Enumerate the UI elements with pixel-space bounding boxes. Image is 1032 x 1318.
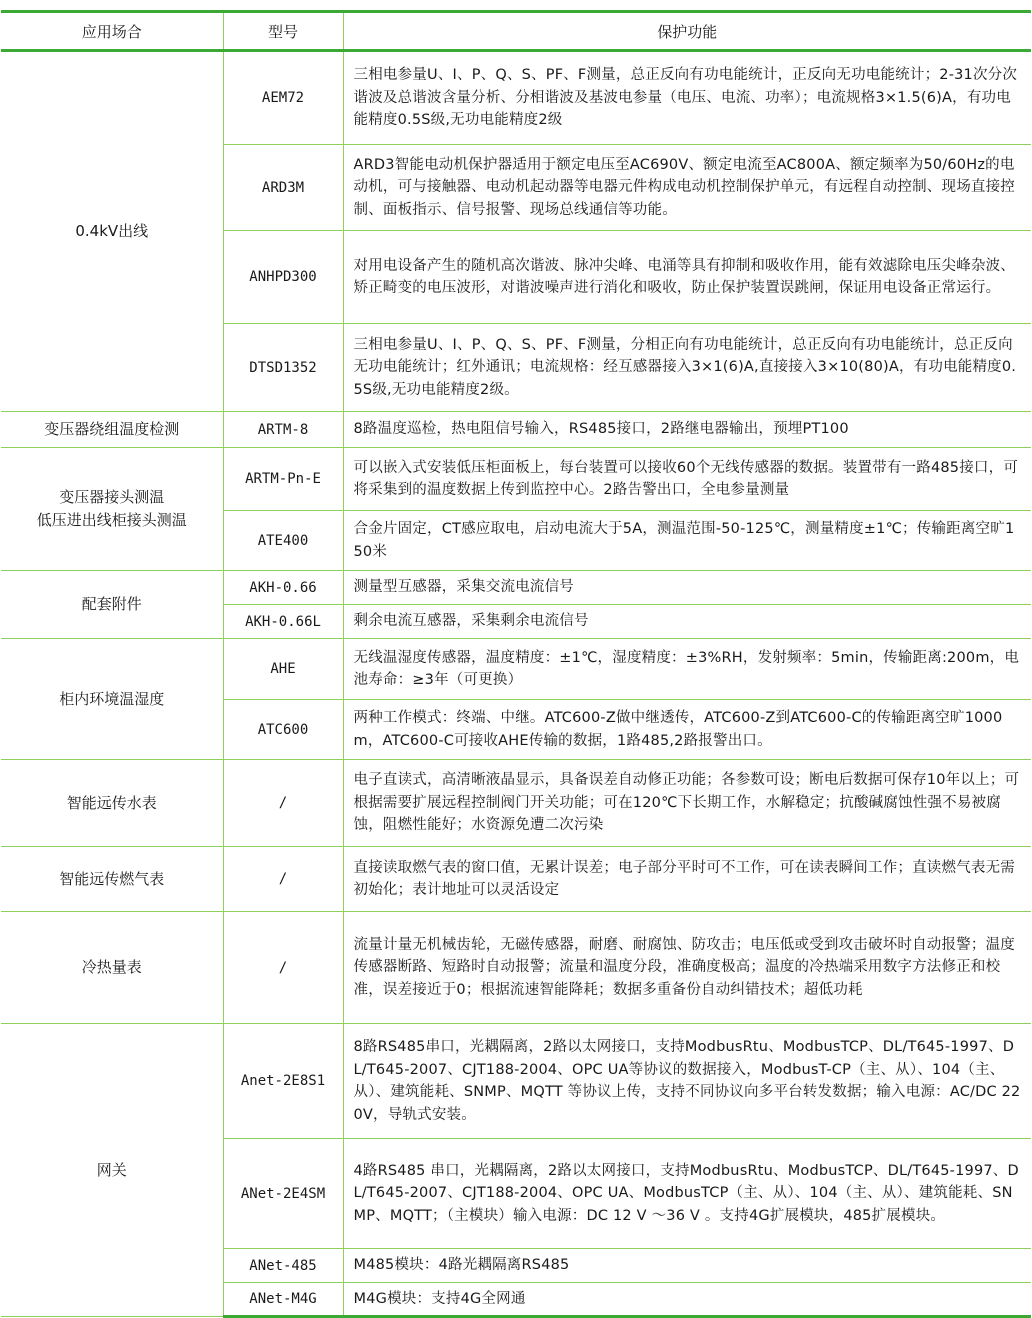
function-cell: 8路温度巡检，热电阻信号输入，RS485接口，2路继电器输出，预埋PT100 bbox=[343, 412, 1031, 448]
application-cell: 柜内环境温湿度 bbox=[1, 639, 223, 760]
application-cell: 网关 bbox=[1, 1024, 223, 1317]
table-row bbox=[1, 51, 1031, 145]
model-cell: DTSD1352 bbox=[223, 324, 343, 412]
model-cell: ATC600 bbox=[223, 700, 343, 760]
function-cell: 电子直读式，高清晰液晶显示，具备误差自动修正功能；各参数可设；断电后数据可保存10年以上；可根据需要扩展远程控制阀门开关功能；可在120℃下长期工作，水解稳定；抗酸碱腐蚀性强不易被腐蚀，阻燃性能好；水资源免遭二次污染 bbox=[343, 760, 1031, 847]
table-row bbox=[1, 571, 1031, 605]
header-row bbox=[1, 12, 1031, 51]
function-cell: 4路RS485 串口，光耦隔离，2路以太网接口，支持ModbusRtu、ModbusTCP、DL/T645-1997、DL/T645-2007、CJT188-2004、OPC UA、ModbusTCP（主、从）、104（主、从）、建筑能耗、SNMP、MQTT；（主模块）输入电源：DC 12 V ～36 V 。支持4G扩展模块，485扩展模块。 bbox=[343, 1139, 1031, 1249]
model-cell: ANHPD300 bbox=[223, 231, 343, 324]
function-cell: 8路RS485串口，光耦隔离，2路以太网接口，支持ModbusRtu、ModbusTCP、DL/T645-1997、DL/T645-2007、CJT188-2004、OPC UA等协议的数据接入，ModbusT-CP（主、从）、104（主、从）、建筑能耗、SNMP、MQTT 等协议上传，支持不同协议向多平台转发数据；输入电源：AC/DC 220V，导轨式安装。 bbox=[343, 1024, 1031, 1139]
model-cell: ANet-M4G bbox=[223, 1283, 343, 1317]
function-cell: 三相电参量U、I、P、Q、S、PF、F测量，总正反向有功电能统计，正反向无功电能统计；2-31次分次谐波及总谐波含量分析、分相谐波及基波电参量（电压、电流、功率）；电流规格3×1.5(6)A，有功电能精度0.5S级,无功电能精度2级 bbox=[343, 51, 1031, 145]
application-line: 低压进出线柜接头测温 bbox=[36, 511, 187, 529]
model-cell: AKH-0.66L bbox=[223, 605, 343, 639]
application-cell: 配套附件 bbox=[1, 571, 223, 639]
header-application: 应用场合 bbox=[1, 12, 223, 51]
application-cell: 智能远传水表 bbox=[1, 760, 223, 847]
application-cell: 变压器绕组温度检测 bbox=[1, 412, 223, 448]
application-cell bbox=[1, 448, 223, 571]
table-row bbox=[1, 412, 1031, 448]
model-cell: AHE bbox=[223, 639, 343, 700]
application-cell: 0.4kV出线 bbox=[1, 51, 223, 412]
model-cell: AEM72 bbox=[223, 51, 343, 145]
model-cell: AKH-0.66 bbox=[223, 571, 343, 605]
function-cell: 对用电设备产生的随机高次谐波、脉冲尖峰、电涌等具有抑制和吸收作用，能有效滤除电压尖峰杂波、矫正畸变的电压波形，对谐波噪声进行消化和吸收，防止保护装置误跳闸，保证用电设备正常运行。 bbox=[343, 231, 1031, 324]
function-cell: 可以嵌入式安装低压柜面板上，每台装置可以接收60个无线传感器的数据。装置带有一路485接口，可将采集到的温度数据上传到监控中心。2路告警出口，全电参量测量 bbox=[343, 448, 1031, 511]
function-cell: 测量型互感器，采集交流电流信号 bbox=[343, 571, 1031, 605]
model-cell: / bbox=[223, 912, 343, 1024]
table-row bbox=[1, 847, 1031, 912]
table-row bbox=[1, 448, 1031, 511]
header-protection-function: 保护功能 bbox=[343, 12, 1031, 51]
table-row bbox=[1, 639, 1031, 700]
function-cell: 合金片固定，CT感应取电，启动电流大于5A，测温范围-50-125℃，测量精度±1℃；传输距离空旷150米 bbox=[343, 511, 1031, 571]
table-row bbox=[1, 1024, 1031, 1139]
model-cell: ANet-2E4SM bbox=[223, 1139, 343, 1249]
function-cell: 无线温湿度传感器，温度精度：±1℃，湿度精度：±3%RH，发射频率：5min，传输距离:200m，电池寿命：≥3年（可更换） bbox=[343, 639, 1031, 700]
function-cell: 两种工作模式：终端、中继。ATC600-Z做中继透传，ATC600-Z到ATC600-C的传输距离空旷1000m，ATC600-C可接收AHE传输的数据，1路485,2路报警出口。 bbox=[343, 700, 1031, 760]
function-cell: 三相电参量U、I、P、Q、S、PF、F测量，分相正向有功电能统计，总正反向有功电能统计，总正反向无功电能统计；红外通讯；电流规格：经互感器接入3×1(6)A,直接接入3×10(80)A，有功电能精度0.5S级,无功电能精度2级。 bbox=[343, 324, 1031, 412]
function-cell: M485模块：4路光耦隔离RS485 bbox=[343, 1249, 1031, 1283]
table-row bbox=[1, 760, 1031, 847]
function-cell: ARD3智能电动机保护器适用于额定电压至AC690V、额定电流至AC800A、额定频率为50/60Hz的电动机，可与接触器、电动机起动器等电器元件构成电动机控制保护单元，有远程自动控制、现场直接控制、面板指示、信号报警、现场总线通信等功能。 bbox=[343, 145, 1031, 231]
function-cell: M4G模块：支持4G全网通 bbox=[343, 1283, 1031, 1317]
model-cell: ARD3M bbox=[223, 145, 343, 231]
product-table bbox=[1, 10, 1031, 1318]
header-model: 型号 bbox=[223, 12, 343, 51]
function-cell: 剩余电流互感器，采集剩余电流信号 bbox=[343, 605, 1031, 639]
table-row bbox=[1, 912, 1031, 1024]
function-cell: 流量计量无机械齿轮，无磁传感器，耐磨、耐腐蚀、防攻击；电压低或受到攻击破坏时自动报警；温度传感器断路、短路时自动报警；流量和温度分段，准确度极高；温度的冷热端采用数字方法修正和校准，误差接近于0；根据流速智能降耗；数据多重备份自动纠错技术；超低功耗 bbox=[343, 912, 1031, 1024]
model-cell: ATE400 bbox=[223, 511, 343, 571]
model-cell: ARTM-Pn-E bbox=[223, 448, 343, 511]
model-cell: / bbox=[223, 760, 343, 847]
application-cell: 智能远传燃气表 bbox=[1, 847, 223, 912]
application-cell: 冷热量表 bbox=[1, 912, 223, 1024]
function-cell: 直接读取燃气表的窗口值，无累计误差；电子部分平时可不工作，可在读表瞬间工作；直读燃气表无需初始化；表计地址可以灵活设定 bbox=[343, 847, 1031, 912]
application-line: 变压器接头测温 bbox=[59, 488, 165, 506]
model-cell: ARTM-8 bbox=[223, 412, 343, 448]
model-cell: / bbox=[223, 847, 343, 912]
model-cell: Anet-2E8S1 bbox=[223, 1024, 343, 1139]
model-cell: ANet-485 bbox=[223, 1249, 343, 1283]
